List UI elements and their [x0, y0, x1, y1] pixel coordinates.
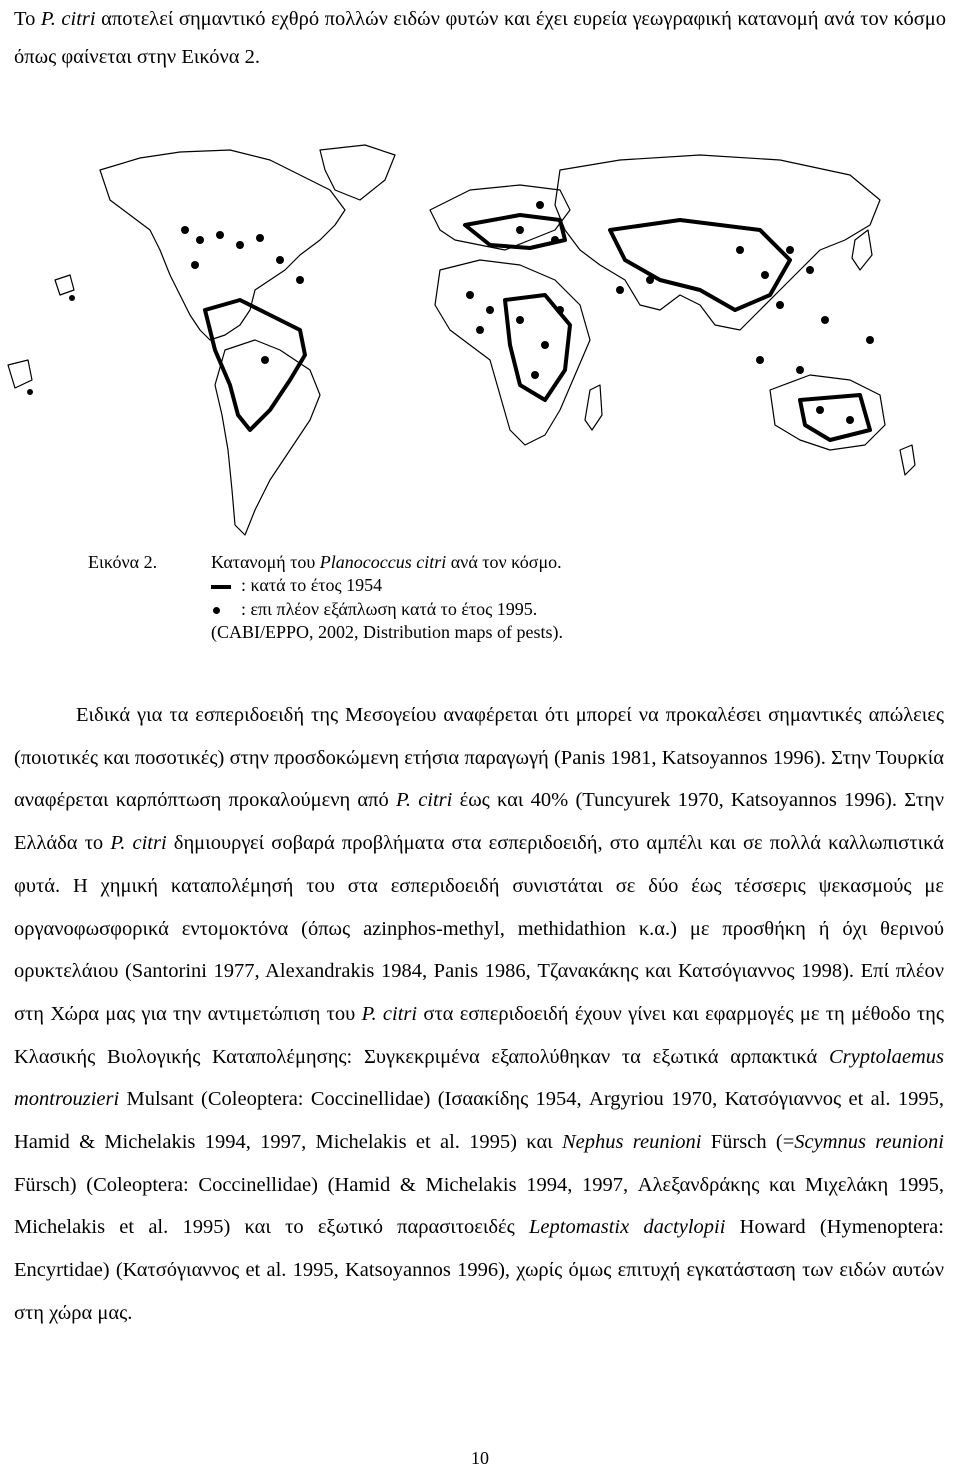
new-zealand-outline: [900, 445, 915, 475]
hawaii-outline: [55, 275, 74, 295]
intro-text-b: αποτελεί σημαντικό εχθρό πολλών ειδών φυτών και έχει ευρεία γεωγραφική κατανομή ανά τον κόσμο όπως φαίνεται στην Εικόνα 2.: [14, 8, 946, 68]
legend-1995: : επι πλέον εξάπλωση κατά το έτος 1995.: [241, 598, 538, 619]
range-1954-australia: [800, 395, 870, 440]
asia-outline: [555, 155, 880, 330]
legend-line-symbol: [211, 585, 231, 589]
world-distribution-map: [0, 130, 960, 550]
figure-caption: [88, 551, 563, 644]
body-paragraph: Ειδικά για τα εσπεριδοειδή της Μεσογείου αναφέρεται ότι μπορεί να προκαλέσει σημαντικές απώλειες (ποιοτικές και ποσοτικές) στην προσδοκώμενη ετήσια παραγωγή (Panis 1981, Katsoyannos 1996). Στην Τουρκία αναφέρεται καρπόπτωση προκαλούμενη από P. citri έως και 40% (Tuncyurek 1970, Katsoyannos 1996). Στην Ελλάδα το P. citri δημιουργεί σοβαρά προβλήματα στα εσπεριδοειδή, στο αμπέλι και σε πολλά καλλωπιστικά φυτά. Η χημική καταπολέμησή του στα εσπεριδοειδή συνιστάται σε δύο έως τέσσερις ψεκασμούς με οργανοφωσφορικά εντομοκτόνα (όπως azinphos-methyl, methidathion κ.α.) με προσθήκη ή όχι θερινού ορυκτελάιου (Santorini 1977, Alexandrakis 1984, Panis 1986, Τζανακάκης και Κατσόγιαννος 1998). Επί πλέον στη Χώρα μας για την αντιμετώπιση του P. citri στα εσπεριδοειδή έχουν γίνει και εφαρμογές με τη μέθοδο της Κλασικής Βιολογικής Καταπολέμησης: Συγκεκριμένα εξαπολύθηκαν τα εξωτικά αρπακτικά Cryptolaemus montrouzieri Mulsant (Coleoptera: Coccinellidae) (Ισαακίδης 1954, Argyriou 1970, Κατσόγιαννος et al. 1995, Hamid & Michelakis 1994, 1997, Michelakis et al. 1995) και Nephus reunioni Fürsch (=Scymnus reunioni Fürsch) (Coleoptera: Coccinellidae) (Hamid & Michelakis 1994, 1997, Αλεξανδράκης και Μιχελάκη 1995, Michelakis et al. 1995) και το εξωτικό παρασιτοειδές Leptomastix dactylopii Howard (Hymenoptera: Encyrtidae) (Κατσόγιαννος et al. 1995, Katsoyannos 1996), χωρίς όμως επιτυχή εγκατάσταση των ειδών αυτών στη χώρα μας.: [14, 704, 945, 1324]
intro-paragraph: [14, 0, 946, 76]
range-1954-asia: [610, 220, 790, 310]
intro-text-a: Το: [14, 8, 41, 30]
figure-title: Κατανομή του Planococcus citri ανά τον κόσμο.: [211, 552, 562, 572]
figure-label: Εικόνα 2.: [88, 552, 158, 572]
species-name: P. citri: [40, 8, 96, 30]
south-america-outline: [215, 340, 320, 535]
page-number: 10: [471, 1448, 489, 1468]
spread-1995-dots: [27, 201, 874, 424]
japan-outline: [852, 230, 872, 270]
figure-source: (CABI/EPPO, 2002, Distribution maps of pests).: [211, 621, 564, 642]
legend-dot-symbol: [213, 607, 220, 614]
madagascar-outline: [585, 385, 602, 430]
pacific-island-outline: [8, 360, 32, 388]
north-america-outline: [100, 150, 345, 340]
range-1954-americas: [205, 300, 305, 430]
legend-1954: : κατά το έτος 1954: [241, 575, 383, 596]
